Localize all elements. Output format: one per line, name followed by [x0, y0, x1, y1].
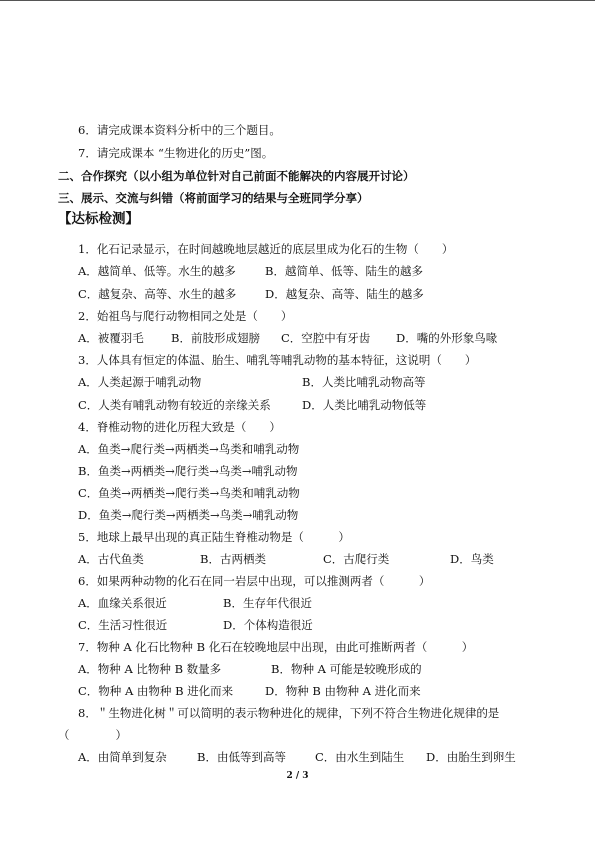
question-4-stem: 4．脊椎动物的进化历程大致是（ ） [78, 420, 281, 434]
question-6-option-a: A．血缘关系很近 [78, 596, 167, 610]
question-2-option-b: B．前肢形成翅膀 [171, 331, 260, 345]
question-8-option-d: D．由胎生到卵生 [426, 750, 516, 764]
question-3-option-b: B．人类比哺乳动物高等 [302, 375, 426, 389]
question-4-option-d: D．鱼类→爬行类→两栖类→鸟类→哺乳动物 [78, 508, 299, 522]
question-3-option-a: A．人类起源于哺乳动物 [78, 375, 202, 389]
question-1-stem: 1．化石记录显示，在时间越晚地层越近的底层里成为化石的生物（ ） [78, 242, 454, 256]
question-2-option-c: C．空腔中有牙齿 [281, 331, 371, 345]
question-3-stem: 3．人体具有恒定的体温、胎生、哺乳等哺乳动物的基本特征，这说明（ ） [78, 353, 477, 367]
question-2-stem: 2．始祖鸟与爬行动物相同之处是（ ） [78, 309, 293, 323]
question-3-option-d: D．人类比哺乳动物低等 [302, 398, 427, 412]
section-3-heading: 三、展示、交流与纠错（将前面学习的结果与全班同学分享） [58, 191, 369, 205]
question-7-option-d: D．物种 B 由物种 A 进化而来 [265, 684, 421, 698]
question-4-option-a: A．鱼类→爬行类→两栖类→鸟类和哺乳动物 [78, 442, 300, 456]
question-5-option-c: C．古爬行类 [323, 552, 390, 566]
question-8-option-b: B．由低等到高等 [197, 750, 286, 764]
question-6-option-c: C．生活习性很近 [78, 618, 168, 632]
question-6-option-d: D．个体构造很近 [223, 618, 313, 632]
question-1-option-d: D．越复杂、高等、陆生的越多 [265, 287, 424, 301]
question-5-option-b: B．古两栖类 [200, 552, 266, 566]
question-7-option-a: A．物种 A 比物种 B 数量多 [78, 662, 222, 676]
question-2-option-d: D．嘴的外形象鸟喙 [396, 331, 498, 345]
item-6: 6．请完成课本资料分析中的三个题目。 [78, 123, 281, 137]
question-5-option-d: D．鸟类 [450, 552, 494, 566]
page-number: 2 / 3 [286, 771, 309, 781]
question-8-stem: 8．＂生物进化树＂可以简明的表示物种进化的规律，下列不符合生物进化规律的是 [78, 706, 500, 720]
question-4-option-b: B．鱼类→两栖类→爬行类→鸟类→哺乳动物 [78, 464, 298, 478]
top-rule [0, 0, 595, 1]
question-6-option-b: B．生存年代很近 [223, 596, 312, 610]
question-5-stem: 5．地球上最早出现的真正陆生脊椎动物是（ ） [78, 530, 350, 544]
question-4-option-c: C．鱼类→两栖类→爬行类→鸟类和哺乳动物 [78, 486, 300, 500]
question-2-option-a: A．被覆羽毛 [78, 331, 144, 345]
question-5-option-a: A．古代鱼类 [78, 552, 144, 566]
question-6-stem: 6．如果两种动物的化石在同一岩层中出现，可以推测两者（ ） [78, 574, 431, 588]
question-7-option-b: B．物种 A 可能是较晚形成的 [271, 662, 422, 676]
question-7-option-c: C．物种 A 由物种 B 进化而来 [78, 684, 234, 698]
item-7: 7．请完成课本 “生物进化的历史”图。 [78, 146, 274, 160]
question-3-option-c: C．人类有哺乳动物有较近的亲缘关系 [78, 398, 271, 412]
question-1-option-b: B．越简单、低等、陆生的越多 [265, 264, 423, 278]
question-1-option-c: C．越复杂、高等、水生的越多 [78, 287, 237, 301]
question-8-option-a: A．由简单到复杂 [78, 750, 167, 764]
section-2-heading: 二、合作探究（以小组为单位针对自己前面不能解决的内容展开讨论） [58, 169, 415, 183]
question-8-stem-continued: （ ） [58, 728, 127, 742]
question-1-option-a: A．越简单、低等。水生的越多 [78, 264, 236, 278]
test-heading: 【达标检测】 [58, 211, 139, 227]
question-8-option-c: C．由水生到陆生 [315, 750, 405, 764]
question-7-stem: 7．物种 A 化石比物种 B 化石在较晚地层中出现，由此可推断两者（ ） [78, 640, 474, 654]
